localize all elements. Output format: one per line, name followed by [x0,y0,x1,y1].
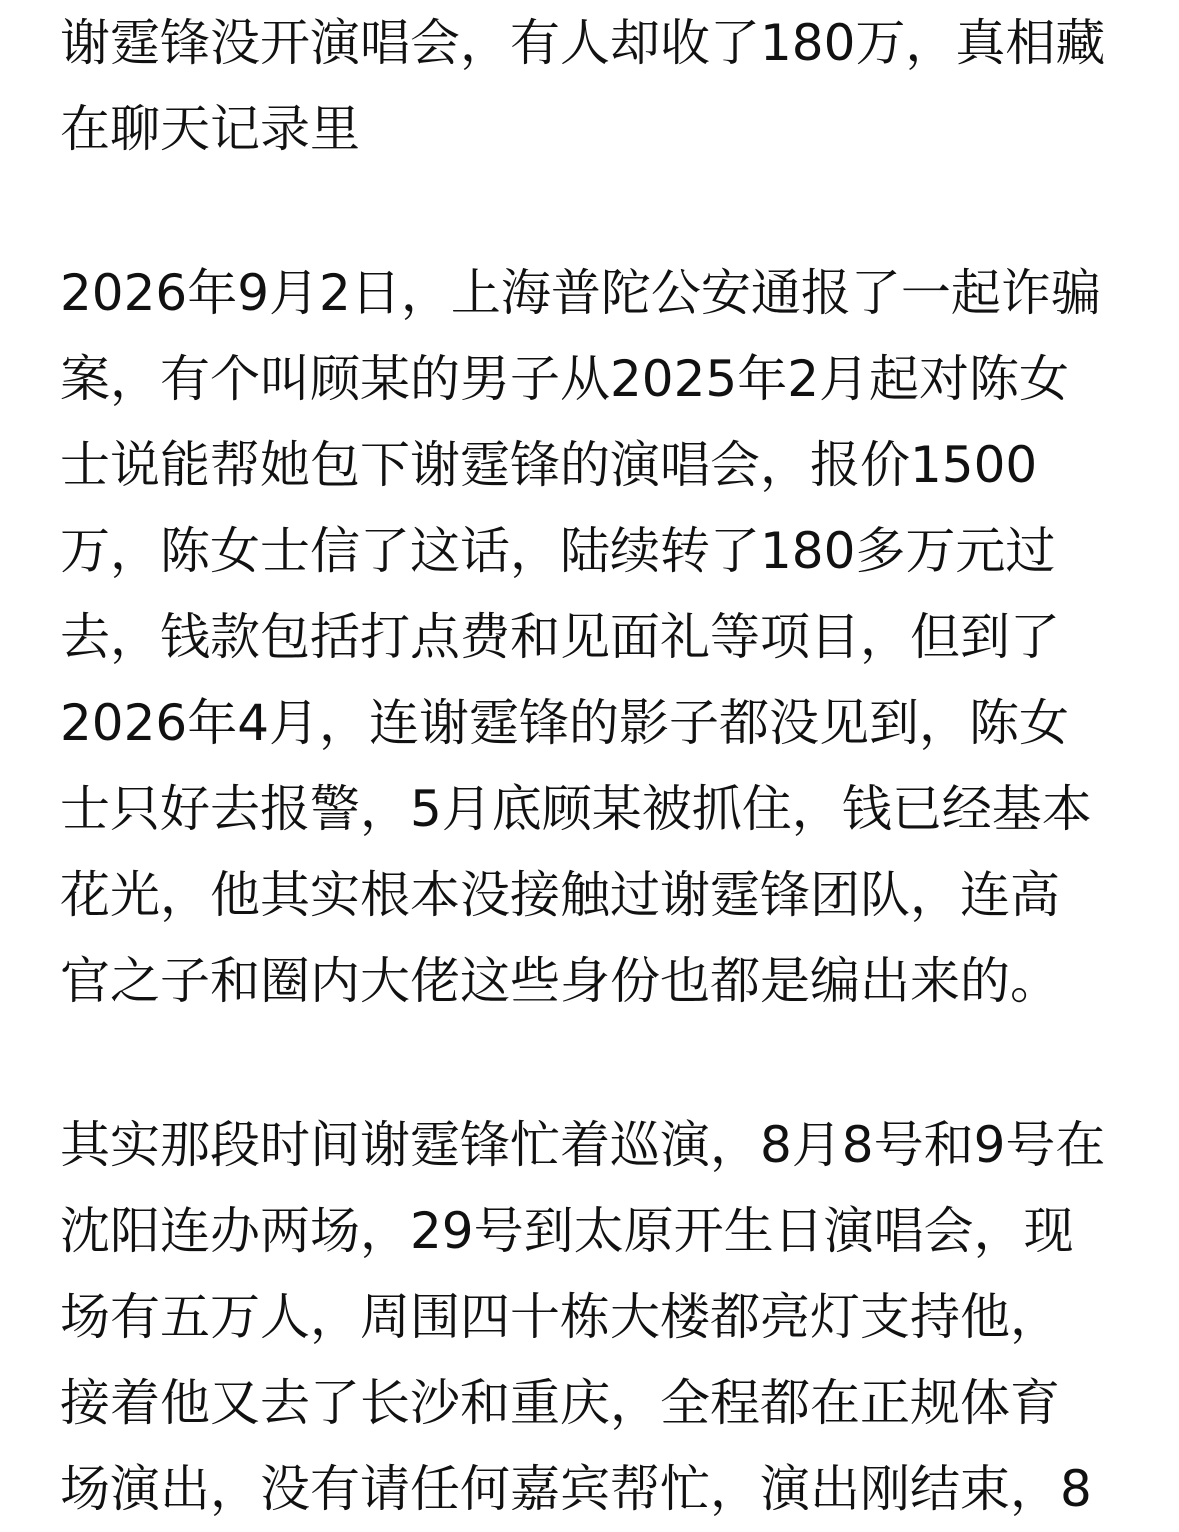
text-line: 2026年4月，连谢霆锋的影子都没见到，陈女 [60,694,1070,752]
text-line: 其实那段时间谢霆锋忙着巡演，8月8号和9号在 [60,1116,1106,1174]
text-line: 花光，他其实根本没接触过谢霆锋团队，连高 [60,866,1060,924]
text-line: 士说能帮她包下谢霆锋的演唱会，报价1500 [60,436,1038,494]
text-line: 万，陈女士信了这话，陆续转了180多万元过 [60,522,1056,580]
text-line: 士只好去报警，5月底顾某被抓住，钱已经基本 [60,780,1092,838]
article-title [60,0,1122,172]
text-line: 去，钱款包括打点费和见面礼等项目，但到了 [60,608,1060,666]
article [60,0,1122,1532]
text-line: 案，有个叫顾某的男子从2025年2月起对陈女 [60,350,1070,408]
text-line: 沈阳连办两场，29号到太原开生日演唱会，现 [60,1202,1074,1260]
text-line: 场有五万人，周围四十栋大楼都亮灯支持他， [60,1288,1060,1346]
paragraph-1 [60,250,1122,1024]
text-line: 2026年9月2日，上海普陀公安通报了一起诈骗 [60,264,1101,322]
text-line: 接着他又去了长沙和重庆，全程都在正规体育 [60,1374,1060,1432]
title-line: 谢霆锋没开演唱会，有人却收了180万，真相藏 [60,14,1106,72]
paragraph-2 [60,1102,1122,1532]
title-line: 在聊天记录里 [60,100,360,158]
text-line: 官之子和圈内大佬这些身份也都是编出来的。 [60,952,1060,1010]
text-line: 场演出，没有请任何嘉宾帮忙，演出刚结束，8 [60,1460,1092,1518]
